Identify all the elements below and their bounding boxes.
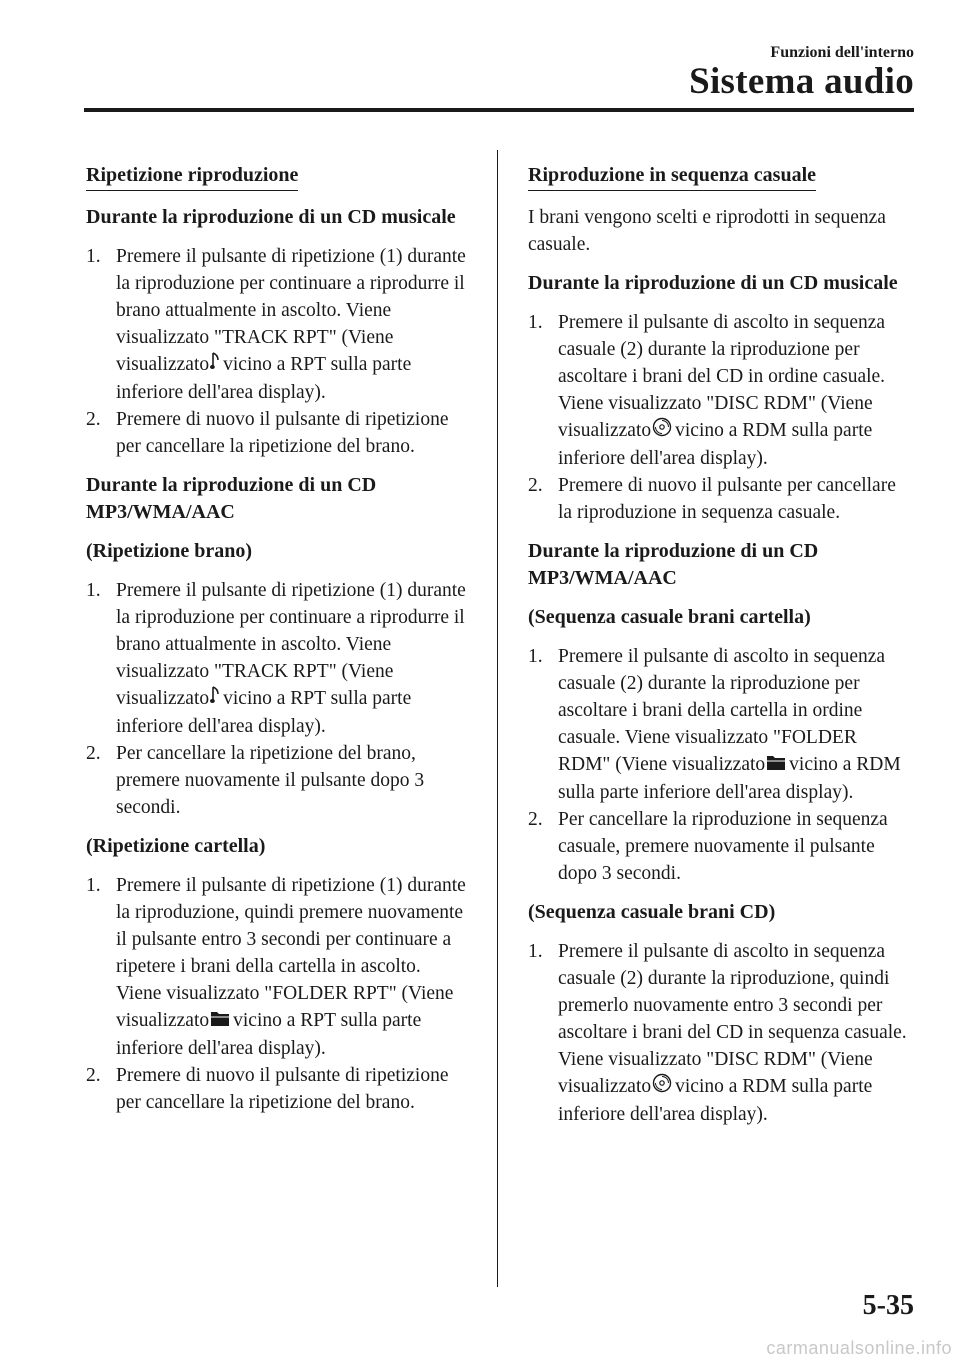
music-note-icon bbox=[210, 351, 220, 379]
music-note-icon bbox=[210, 685, 220, 713]
list-item bbox=[86, 577, 470, 740]
list-item bbox=[86, 243, 470, 406]
list-item-number: 1. bbox=[86, 580, 101, 601]
list-item-body: vicino a RDM sulla parte inferiore dell'area display). bbox=[558, 1076, 873, 1125]
running-header-title: Sistema audio bbox=[689, 61, 914, 102]
step-list bbox=[528, 938, 912, 1128]
heading-folder-random: (Sequenza casuale brani cartella) bbox=[528, 606, 811, 628]
list-item-body: Premere il pulsante di ascolto in sequenza casuale (2) durante la riproduzione per ascoltare i brani del CD in ordine casuale. Viene visualizzato "DISC RDM" (Viene visualizzato bbox=[558, 312, 886, 441]
list-item-body: Premere il pulsante di ripetizione (1) durante la riproduzione, quindi premere nuovamente il pulsante entro 3 secondi per continuare a ripetere i brani della cartella in ascolto. Viene visualizzato "FOLDER RPT" (Viene visualizzato bbox=[116, 875, 466, 1031]
section-title-random: Riproduzione in sequenza casuale bbox=[528, 162, 816, 191]
list-item-text bbox=[558, 941, 907, 1125]
folder-icon bbox=[210, 1008, 230, 1035]
list-item-body: Premere il pulsante di ascolto in sequenza casuale (2) durante la riproduzione per ascoltare i brani della cartella in ordine casuale. Viene visualizzato "FOLDER RDM" (Viene visualizzato bbox=[558, 646, 886, 775]
list-item-number: 2. bbox=[86, 409, 101, 430]
list-item-body: Premere il pulsante di ascolto in sequenza casuale (2) durante la riproduzione, quindi premerlo nuovamente entro 3 secondi per ascoltare i brani del CD in sequenza casuale. Viene visualizzato "DISC RDM" (Viene visualizzato bbox=[558, 941, 907, 1097]
heading-cd-music: Durante la riproduzione di un CD musicale bbox=[86, 206, 456, 228]
list-item-number: 2. bbox=[86, 743, 101, 764]
list-item-number: 1. bbox=[86, 246, 101, 267]
list-item-text bbox=[558, 475, 896, 523]
list-item-number: 2. bbox=[528, 475, 543, 496]
list-item-body: vicino a RPT sulla parte inferiore dell'area display). bbox=[116, 688, 412, 737]
list-item-body: Per cancellare la ripetizione del brano, premere nuovamente il pulsante dopo 3 secondi. bbox=[116, 743, 425, 818]
list-item bbox=[86, 1062, 470, 1116]
list-item-text bbox=[116, 580, 466, 737]
heading-track-repeat: (Ripetizione brano) bbox=[86, 540, 253, 562]
list-item bbox=[528, 643, 912, 806]
list-item-text bbox=[116, 246, 466, 403]
step-list bbox=[86, 577, 470, 821]
heading-cd-mp3: Durante la riproduzione di un CD MP3/WMA/AAC bbox=[86, 474, 377, 523]
list-item-body: vicino a RDM sulla parte inferiore dell'area display). bbox=[558, 420, 873, 469]
list-item-text bbox=[116, 875, 466, 1059]
list-item-number: 2. bbox=[86, 1065, 101, 1086]
list-item bbox=[528, 309, 912, 472]
disc-icon bbox=[652, 417, 672, 445]
folder-icon bbox=[766, 752, 786, 779]
heading-cd-mp3: Durante la riproduzione di un CD MP3/WMA/AAC bbox=[528, 540, 819, 589]
list-item-text bbox=[116, 1065, 449, 1113]
list-item-text bbox=[558, 646, 901, 803]
watermark: carmanualsonline.info bbox=[766, 1338, 952, 1358]
right-column bbox=[528, 162, 912, 1140]
step-list bbox=[528, 309, 912, 526]
left-column bbox=[86, 162, 470, 1128]
list-item bbox=[86, 740, 470, 821]
list-item-number: 1. bbox=[528, 312, 543, 333]
list-item-body: vicino a RPT sulla parte inferiore dell'area display). bbox=[116, 1010, 422, 1059]
list-item-number: 1. bbox=[528, 646, 543, 667]
disc-icon bbox=[652, 1073, 672, 1101]
step-list bbox=[528, 643, 912, 887]
list-item-body: Premere il pulsante di ripetizione (1) durante la riproduzione per continuare a riprodurre il brano attualmente in ascolto. Viene visualizzato "TRACK RPT" (Viene visualizzato bbox=[116, 246, 466, 375]
heading-disc-random: (Sequenza casuale brani CD) bbox=[528, 901, 776, 923]
list-item-text bbox=[558, 312, 885, 469]
list-item bbox=[528, 806, 912, 887]
list-item-body: Premere il pulsante di ripetizione (1) durante la riproduzione per continuare a riprodurre il brano attualmente in ascolto. Viene visualizzato "TRACK RPT" (Viene visualizzato bbox=[116, 580, 466, 709]
list-item bbox=[528, 938, 912, 1128]
list-item-text bbox=[116, 743, 424, 818]
list-item-body: Per cancellare la riproduzione in sequenza casuale, premere nuovamente il pulsante dopo 3 secondi. bbox=[558, 809, 888, 884]
list-item-text bbox=[558, 809, 888, 884]
intro-paragraph: I brani vengono scelti e riprodotti in sequenza casuale. bbox=[528, 207, 886, 255]
header-rule bbox=[84, 108, 914, 112]
page-number: 5-35 bbox=[862, 1290, 914, 1321]
list-item-number: 1. bbox=[86, 875, 101, 896]
list-item bbox=[528, 472, 912, 526]
list-item-body: vicino a RDM sulla parte inferiore dell'area display). bbox=[558, 754, 901, 803]
list-item bbox=[86, 872, 470, 1062]
heading-cd-music: Durante la riproduzione di un CD musicale bbox=[528, 272, 898, 294]
list-item-body: Premere di nuovo il pulsante di ripetizione per cancellare la ripetizione del brano. bbox=[116, 1065, 449, 1113]
list-item-body: vicino a RPT sulla parte inferiore dell'area display). bbox=[116, 354, 412, 403]
list-item-body: Premere di nuovo il pulsante di ripetizione per cancellare la ripetizione del brano. bbox=[116, 409, 449, 457]
list-item-number: 1. bbox=[528, 941, 543, 962]
section-title-repeat: Ripetizione riproduzione bbox=[86, 162, 298, 191]
running-header-section: Funzioni dell'interno bbox=[770, 44, 914, 61]
column-divider bbox=[497, 150, 498, 1287]
step-list bbox=[86, 243, 470, 460]
list-item-number: 2. bbox=[528, 809, 543, 830]
step-list bbox=[86, 872, 470, 1116]
heading-folder-repeat: (Ripetizione cartella) bbox=[86, 835, 266, 857]
list-item bbox=[86, 406, 470, 460]
list-item-body: Premere di nuovo il pulsante per cancellare la riproduzione in sequenza casuale. bbox=[558, 475, 896, 523]
list-item-text bbox=[116, 409, 449, 457]
